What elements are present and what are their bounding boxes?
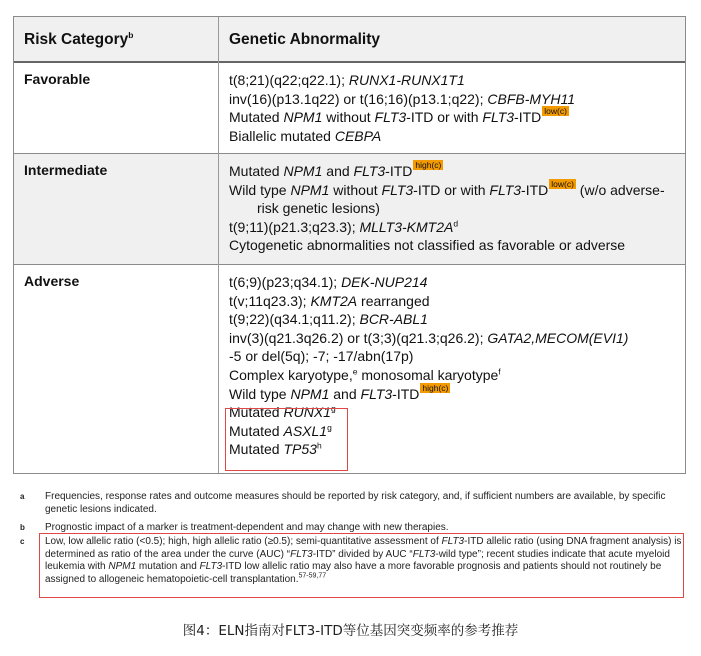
column-divider <box>218 17 219 473</box>
risk-table <box>13 16 686 474</box>
row-favorable <box>14 63 685 154</box>
row-intermediate <box>14 154 685 265</box>
figure-caption: 图4：ELN指南对FLT3-ITD等位基因突变频率的参考推荐 <box>182 623 519 639</box>
list-item: Mutated NPM1 without FLT3-ITD or with FLT3-ITD low(c) <box>229 106 567 126</box>
allelic-ratio-badge: low(c) <box>544 106 567 117</box>
highlight-box-mutations <box>225 408 348 471</box>
allelic-ratio-badge: high(c) <box>415 160 442 170</box>
list-item: Mutated NPM1 and FLT3-ITD high(c) <box>229 160 442 179</box>
list-item: -5 or del(5q); -7; -17/abn(17p) <box>229 348 414 365</box>
category-intermediate: Intermediate <box>24 162 108 178</box>
list-item: inv(3)(q21.3q26.2) or t(3;3)(q21.3;q26.2); GATA2,MECOM(EVI1) <box>229 329 629 346</box>
allelic-ratio-badge: high(c) <box>422 382 449 393</box>
list-item: Biallelic mutated CEBPA <box>229 127 382 144</box>
list-item: inv(16)(p13.1q22) or t(16;16)(p13.1;q22); CBFB-MYH11 <box>229 90 576 107</box>
row-adverse <box>14 265 685 473</box>
list-item: t(6;9)(p23;q34.1); DEK-NUP214 <box>229 274 428 290</box>
list-item: Mutated RUNX1$^g$ <box>229 403 336 421</box>
category-favorable: Favorable <box>24 71 91 87</box>
footnote-text: Prognostic impact of a marker is treatment-dependent and may change with new therapies. <box>45 522 449 533</box>
list-item: Cytogenetic abnormalities not classified as favorable or adverse <box>229 237 626 254</box>
footnote-text: Frequencies, response rates and outcome measures should be reported by risk category, and, if sufficient numbers are available, by specific genetic lesions indicated. <box>45 491 666 515</box>
favorable-abnormalities <box>229 71 679 145</box>
footnote-mark: c <box>20 537 25 546</box>
list-item: Complex karyotype,$^e$ monosomal karyotype$^f$ <box>229 366 501 383</box>
highlight-box-footnote <box>39 533 684 598</box>
header-risk-category: Risk Category$^b$ <box>24 29 134 48</box>
list-item: Mutated TP53$^h$ <box>229 440 322 458</box>
list-item: t(9;11)(p21.3;q23.3); $MLLT3-KMT2A^d$ <box>229 218 459 235</box>
list-item: Wild type NPM1 and FLT3-ITD high(c) <box>229 382 449 402</box>
list-item: t(v;11q23.3); KMT2A rearranged <box>229 292 430 309</box>
allelic-ratio-badge: low(c) <box>551 178 574 189</box>
list-item-continuation: risk genetic lesions) <box>257 200 380 217</box>
list-item: Wild type NPM1 without FLT3-ITD or with FLT3-ITD low(c) (w/o adverse- <box>229 178 665 198</box>
header-genetic-abnormality: Genetic Abnormality <box>229 31 381 48</box>
category-adverse: Adverse <box>24 273 80 289</box>
list-item: Mutated ASXL1$^g$ <box>229 422 332 439</box>
footnote-mark: a <box>20 492 25 501</box>
footnote-mark: b <box>20 523 25 532</box>
footnote-text: Low, low allelic ratio (<0.5); high, high allelic ratio (≥0.5); semi-quantitative assessment of FLT3-ITD allelic ratio (using DNA fragment analysis) is determined as ratio of the area under the curve (AUC) “FLT3-ITD” divided by AUC “FLT3-wild type”; recent studies indicate that acute myeloid leukemia with NPM1 mutation and FLT3-ITD low allelic ratio may also have a more favorable prognosis and patients should not routinely be assigned to allogeneic hematopoietic-cell transplantation.$^{57-59,77}$ <box>45 536 682 585</box>
table-header <box>14 17 685 63</box>
intermediate-abnormalities <box>229 162 679 255</box>
list-item: t(9;22)(q34.1;q11.2); BCR-ABL1 <box>229 311 428 328</box>
list-item: t(8;21)(q22;q22.1); RUNX1-RUNX1T1 <box>229 72 465 88</box>
